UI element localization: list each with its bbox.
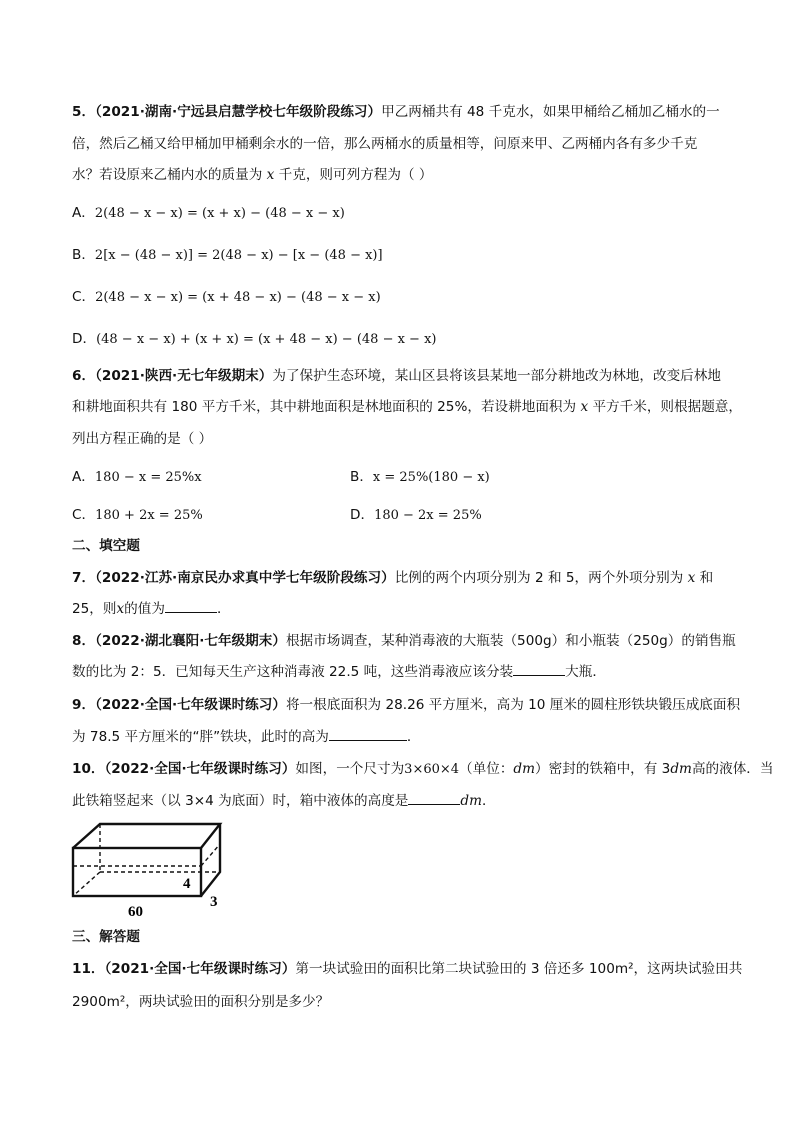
q5-option-d-label: D． <box>72 331 97 347</box>
q8-line-1 <box>72 632 736 650</box>
q6-option-d-label: D． <box>350 507 375 523</box>
q8-text-1: 根据市场调查，某种消毒液的大瓶装（500g）和小瓶装（250g）的销售瓶 <box>285 633 736 649</box>
q8-text-2b: 大瓶． <box>565 664 606 680</box>
q6-line-2 <box>72 398 742 416</box>
q11-line-1 <box>72 960 742 978</box>
q10-number: 10． <box>72 761 105 777</box>
q9-number: 9． <box>72 697 96 713</box>
q6-option-b-expr: x = 25%(180 − x) <box>372 470 490 485</box>
q10-text-2a: 此铁箱竖起来（以 3×4 为底面）时，箱中液体的高度是 <box>72 793 409 809</box>
q9-line-2 <box>72 728 421 746</box>
q9-text-1: 将一根底面积为 28.26 平方厘米，高为 10 厘米的圆柱形铁块锻压成底面积 <box>285 697 741 713</box>
q6-option-d-expr: 180 − 2x = 25% <box>374 508 482 523</box>
q5-text-3b: 千克，则可列方程为（ ） <box>278 167 433 183</box>
q6-option-a-label: A． <box>72 469 95 485</box>
q6-option-b-label: B． <box>350 469 373 485</box>
box-liquid-line-side <box>201 844 220 866</box>
q5-line-1 <box>72 103 720 121</box>
q10-text-2-end: ． <box>481 793 496 809</box>
box-label-length: 60 <box>128 904 143 920</box>
q6-variable: x <box>580 399 589 415</box>
q7-source: （2022·江苏·南京民办求真中学七年级阶段练习） <box>95 570 395 586</box>
box-hidden-edge-depth <box>73 872 100 896</box>
q5-source: （2021·湖南·宁远县启慧学校七年级阶段练习） <box>95 104 382 120</box>
q6-number: 6． <box>72 368 96 384</box>
q10-unit-open: （单位： <box>459 761 514 777</box>
q7-answer-blank[interactable] <box>165 600 217 613</box>
q5-number: 5． <box>72 104 96 120</box>
q5-option-a[interactable] <box>72 204 345 223</box>
q6-option-d[interactable] <box>350 506 482 525</box>
q11-source: （2021·全国·七年级课时练习） <box>104 961 296 977</box>
q5-option-c[interactable] <box>72 288 381 307</box>
section-solution-heading: 三、解答题 <box>72 929 140 945</box>
q6-source: （2021·陕西·无七年级期末） <box>95 368 273 384</box>
q10-text-1c: 高的液体．当 <box>691 761 774 777</box>
box-label-height: 4 <box>183 876 191 892</box>
q8-text-2a: 数的比为 2：5．已知每天生产这种消毒液 22.5 吨，这些消毒液应该分装 <box>72 664 514 680</box>
q7-variable-1: x <box>687 570 696 586</box>
q8-number: 8． <box>72 633 96 649</box>
q6-option-a-expr: 180 − x = 25%x <box>94 470 202 485</box>
box-label-width: 3 <box>210 894 218 910</box>
q10-source: （2022·全国·七年级课时练习） <box>104 761 296 777</box>
q6-option-c-label: C． <box>72 507 96 523</box>
q6-option-a[interactable] <box>72 468 202 487</box>
q6-option-b[interactable] <box>350 468 490 487</box>
q10-unit-3: dm <box>460 793 482 809</box>
q6-line-3: 列出方程正确的是（ ） <box>72 431 213 447</box>
q5-option-c-label: C． <box>72 289 96 305</box>
q7-line-2 <box>72 600 231 618</box>
q5-option-d[interactable] <box>72 330 437 349</box>
q6-option-c[interactable] <box>72 506 203 525</box>
q9-text-2-end: ． <box>406 729 421 745</box>
q5-option-b-expr: 2[x − (48 − x)] = 2(48 − x) − [x − (48 − x)] <box>94 248 383 263</box>
q5-option-a-label: A． <box>72 205 95 221</box>
q10-box-figure <box>70 820 230 924</box>
q10-line-2 <box>72 792 496 810</box>
q5-option-c-expr: 2(48 − x − x) = (x + 48 − x) − (48 − x − x) <box>95 290 381 305</box>
q8-answer-blank[interactable] <box>513 663 565 676</box>
q11-text-1: 第一块试验田的面积比第二块试验田的 3 倍还多 100m²，这两块试验田共 <box>295 961 743 977</box>
q7-line-1 <box>72 569 713 587</box>
q10-text-1b: ）密封的铁箱中，有 3 <box>535 761 671 777</box>
q6-text-2a: 和耕地面积共有 180 平方千米，其中耕地面积是林地面积的 25%，若设耕地面积为 <box>72 399 577 415</box>
q10-answer-blank[interactable] <box>408 792 460 805</box>
q6-text-2b: 平方千米，则根据题意， <box>592 399 742 415</box>
q5-option-d-expr: (48 − x − x) + (x + x) = (x + 48 − x) − (48 − x − x) <box>96 332 437 347</box>
q6-text-1: 为了保护生态环境，某山区县将该县某地一部分耕地改为林地，改变后林地 <box>272 368 721 384</box>
q7-text-1-end: 和 <box>699 570 714 586</box>
q7-text-2b: 的值为 <box>124 601 165 617</box>
q6-line-1 <box>72 367 721 385</box>
q7-text-2a: 25，则 <box>72 601 117 617</box>
q9-answer-blank[interactable] <box>329 728 407 741</box>
q5-option-b[interactable] <box>72 246 383 265</box>
q10-dimensions: 3×60×4 <box>404 762 460 777</box>
box-top-face <box>73 824 220 848</box>
q7-text-2-end: ． <box>216 601 231 617</box>
q11-number: 11． <box>72 961 105 977</box>
q5-text-1: 甲乙两桶共有 48 千克水，如果甲桶给乙桶加乙桶水的一 <box>381 104 720 120</box>
q11-line-2: 2900m²，两块试验田的面积分别是多少？ <box>72 994 330 1010</box>
q9-text-2a: 为 78.5 平方厘米的“胖”铁块，此时的高为 <box>72 729 329 745</box>
q10-unit-2: dm <box>670 761 692 777</box>
q5-variable: x <box>266 167 275 183</box>
q5-option-a-expr: 2(48 − x − x) = (x + x) − (48 − x − x) <box>94 206 345 221</box>
q7-text-1: 比例的两个内项分别为 2 和 5，两个外项分别为 <box>394 570 684 586</box>
q9-line-1 <box>72 696 740 714</box>
q8-line-2 <box>72 663 606 681</box>
q10-line-1 <box>72 760 774 779</box>
q10-unit-1: dm <box>513 761 536 777</box>
section-fill-in-blank-heading: 二、填空题 <box>72 538 140 554</box>
box-diagram <box>70 820 230 920</box>
q7-number: 7． <box>72 570 96 586</box>
q5-text-3a: 水？若设原来乙桶内水的质量为 <box>72 167 263 183</box>
q6-option-c-expr: 180 + 2x = 25% <box>95 508 203 523</box>
q8-source: （2022·湖北襄阳·七年级期末） <box>95 633 286 649</box>
q5-line-2: 倍，然后乙桶又给甲桶加甲桶剩余水的一倍，那么两桶水的质量相等，问原来甲、乙两桶内各有多少千克 <box>72 136 698 152</box>
q9-source: （2022·全国·七年级课时练习） <box>95 697 286 713</box>
q5-option-b-label: B． <box>72 247 95 263</box>
q10-text-1a: 如图，一个尺寸为 <box>295 761 405 777</box>
q5-line-3 <box>72 166 433 184</box>
q7-variable-2: x <box>116 601 125 617</box>
